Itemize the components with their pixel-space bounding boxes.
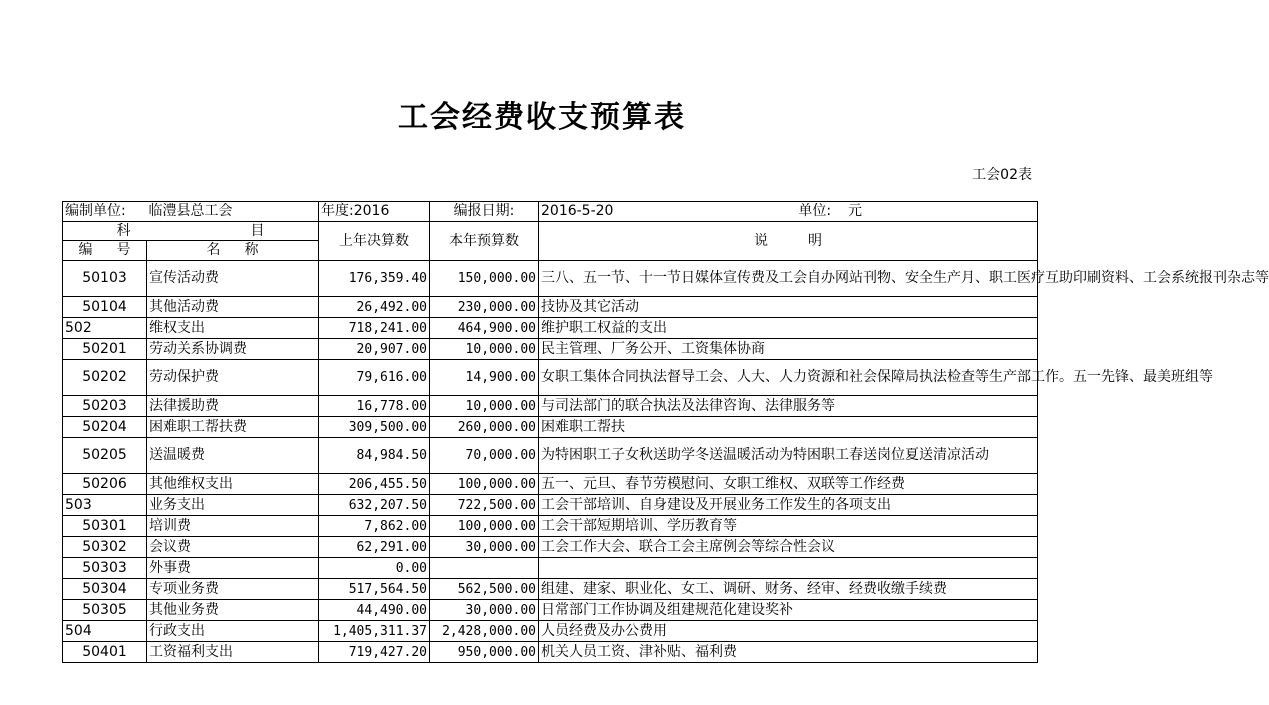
note-cell: 民主管理、厂务公开、工资集体协商 <box>539 339 1038 360</box>
prev-year-cell: 176,359.40 <box>319 261 430 297</box>
prev-year-cell: 0.00 <box>319 558 430 579</box>
name-header-1: 名 <box>206 242 221 258</box>
note-header <box>539 222 1038 261</box>
curr-year-cell: 464,900.00 <box>430 318 539 339</box>
name-header-2: 称 <box>244 242 259 258</box>
budget-table <box>62 201 1269 663</box>
table-row <box>63 579 1038 600</box>
note-header-2: 明 <box>808 232 822 249</box>
table-row <box>63 558 1038 579</box>
name-cell: 劳动保护费 <box>147 360 319 396</box>
name-cell: 困难职工帮扶费 <box>147 417 319 438</box>
code-cell: 50303 <box>63 558 147 579</box>
curr-year-cell: 30,000.00 <box>430 537 539 558</box>
currency: 元 <box>848 203 862 219</box>
table-row <box>63 642 1038 663</box>
code-cell: 50401 <box>63 642 147 663</box>
name-cell: 宣传活动费 <box>147 261 319 297</box>
curr-year-cell <box>430 558 539 579</box>
prev-year-cell: 20,907.00 <box>319 339 430 360</box>
page-title: 工会经费收支预算表 <box>398 100 686 135</box>
note-header-1: 说 <box>754 232 768 249</box>
curr-year-cell: 100,000.00 <box>430 474 539 495</box>
curr-year-cell: 722,500.00 <box>430 495 539 516</box>
prev-year-cell: 517,564.50 <box>319 579 430 600</box>
table-row <box>63 360 1038 396</box>
subject-header-1: 科 <box>116 222 131 239</box>
curr-year-cell: 150,000.00 <box>430 261 539 297</box>
code-header <box>63 241 147 261</box>
name-cell: 外事费 <box>147 558 319 579</box>
prev-year-header: 上年决算数 <box>319 222 430 261</box>
prev-year-cell: 26,492.00 <box>319 297 430 318</box>
code-cell: 50302 <box>63 537 147 558</box>
name-cell: 工资福利支出 <box>147 642 319 663</box>
name-cell: 会议费 <box>147 537 319 558</box>
report-date-label: 编报日期: <box>430 202 539 222</box>
curr-year-cell: 10,000.00 <box>430 396 539 417</box>
code-cell: 504 <box>63 621 147 642</box>
code-cell: 502 <box>63 318 147 339</box>
curr-year-cell: 14,900.00 <box>430 360 539 396</box>
category-row <box>63 318 1038 339</box>
code-cell: 50103 <box>63 261 147 297</box>
prev-year-cell: 44,490.00 <box>319 600 430 621</box>
name-header <box>147 241 319 261</box>
report-date-cell <box>539 202 1038 222</box>
prev-year-cell: 718,241.00 <box>319 318 430 339</box>
name-cell: 其他维权支出 <box>147 474 319 495</box>
table-row <box>63 261 1038 297</box>
name-cell: 法律援助费 <box>147 396 319 417</box>
code-header-2: 号 <box>116 242 131 258</box>
code-cell: 503 <box>63 495 147 516</box>
table-row <box>63 339 1038 360</box>
code-cell: 50205 <box>63 438 147 474</box>
prev-year-cell: 632,207.50 <box>319 495 430 516</box>
code-cell: 50206 <box>63 474 147 495</box>
code-cell: 50204 <box>63 417 147 438</box>
code-cell: 50203 <box>63 396 147 417</box>
curr-year-cell: 70,000.00 <box>430 438 539 474</box>
prev-year-cell: 62,291.00 <box>319 537 430 558</box>
year-cell: 年度:2016 <box>319 202 430 222</box>
table-row <box>63 474 1038 495</box>
curr-year-cell: 562,500.00 <box>430 579 539 600</box>
table-row <box>63 396 1038 417</box>
curr-year-cell: 2,428,000.00 <box>430 621 539 642</box>
code-cell: 50305 <box>63 600 147 621</box>
name-cell: 其他业务费 <box>147 600 319 621</box>
table-row <box>63 537 1038 558</box>
note-cell <box>539 558 1038 579</box>
note-cell: 维护职工权益的支出 <box>539 318 1038 339</box>
currency-label: 单位: <box>798 203 832 219</box>
prev-year-cell: 719,427.20 <box>319 642 430 663</box>
note-cell: 困难职工帮扶 <box>539 417 1038 438</box>
name-cell: 行政支出 <box>147 621 319 642</box>
report-date: 2016-5-20 <box>541 203 614 219</box>
code-cell: 50304 <box>63 579 147 600</box>
subject-header <box>63 222 319 241</box>
note-cell: 机关人员工资、津补贴、福利费 <box>539 642 1038 663</box>
category-row <box>63 621 1038 642</box>
name-cell: 培训费 <box>147 516 319 537</box>
header-row-1 <box>63 222 1038 241</box>
note-cell: 技协及其它活动 <box>539 297 1038 318</box>
code-cell: 50301 <box>63 516 147 537</box>
prev-year-cell: 1,405,311.37 <box>319 621 430 642</box>
note-cell: 工会干部短期培训、学历教育等 <box>539 516 1038 537</box>
prev-year-cell: 206,455.50 <box>319 474 430 495</box>
name-cell: 劳动关系协调费 <box>147 339 319 360</box>
curr-year-cell: 260,000.00 <box>430 417 539 438</box>
unit-value: 临澧县总工会 <box>147 202 319 222</box>
table-row <box>63 438 1038 474</box>
prev-year-cell: 309,500.00 <box>319 417 430 438</box>
subject-header-2: 目 <box>250 222 265 239</box>
curr-year-cell: 10,000.00 <box>430 339 539 360</box>
curr-year-cell: 230,000.00 <box>430 297 539 318</box>
note-cell: 日常部门工作协调及组建规范化建设奖补 <box>539 600 1038 621</box>
note-cell: 工会干部培训、自身建设及开展业务工作发生的各项支出 <box>539 495 1038 516</box>
prev-year-cell: 84,984.50 <box>319 438 430 474</box>
note-cell: 工会工作大会、联合工会主席例会等综合性会议 <box>539 537 1038 558</box>
code-cell: 50104 <box>63 297 147 318</box>
unit-label: 编制单位: <box>63 202 147 222</box>
name-cell: 业务支出 <box>147 495 319 516</box>
prev-year-cell: 79,616.00 <box>319 360 430 396</box>
note-cell: 女职工集体合同执法督导工会、人大、人力资源和社会保障局执法检查等生产部工作。五一先锋、最美班组等 <box>539 360 1038 396</box>
note-cell: 三八、五一节、十一节日媒体宣传费及工会自办网站刊物、安全生产月、职工医疗互助印刷资料、工会系统报刊杂志等 <box>539 261 1038 297</box>
code-cell: 50202 <box>63 360 147 396</box>
table-row <box>63 297 1038 318</box>
note-cell: 为特困职工子女秋送助学冬送温暖活动为特困职工春送岗位夏送清凉活动 <box>539 438 1038 474</box>
note-cell: 五一、元旦、春节劳模慰问、女职工维权、双联等工作经费 <box>539 474 1038 495</box>
code-header-1: 编 <box>78 242 93 258</box>
table-row <box>63 600 1038 621</box>
table-row <box>63 417 1038 438</box>
form-number: 工会02表 <box>972 167 1032 183</box>
curr-year-cell: 30,000.00 <box>430 600 539 621</box>
code-cell: 50201 <box>63 339 147 360</box>
curr-year-cell: 100,000.00 <box>430 516 539 537</box>
name-cell: 专项业务费 <box>147 579 319 600</box>
name-cell: 送温暖费 <box>147 438 319 474</box>
curr-year-cell: 950,000.00 <box>430 642 539 663</box>
table-row <box>63 516 1038 537</box>
prev-year-cell: 16,778.00 <box>319 396 430 417</box>
name-cell: 其他活动费 <box>147 297 319 318</box>
category-row <box>63 495 1038 516</box>
note-cell: 与司法部门的联合执法及法律咨询、法律服务等 <box>539 396 1038 417</box>
note-cell: 组建、建家、职业化、女工、调研、财务、经审、经费收缴手续费 <box>539 579 1038 600</box>
name-cell: 维权支出 <box>147 318 319 339</box>
curr-year-header: 本年预算数 <box>430 222 539 261</box>
prev-year-cell: 7,862.00 <box>319 516 430 537</box>
meta-row <box>63 202 1038 222</box>
note-cell: 人员经费及办公费用 <box>539 621 1038 642</box>
